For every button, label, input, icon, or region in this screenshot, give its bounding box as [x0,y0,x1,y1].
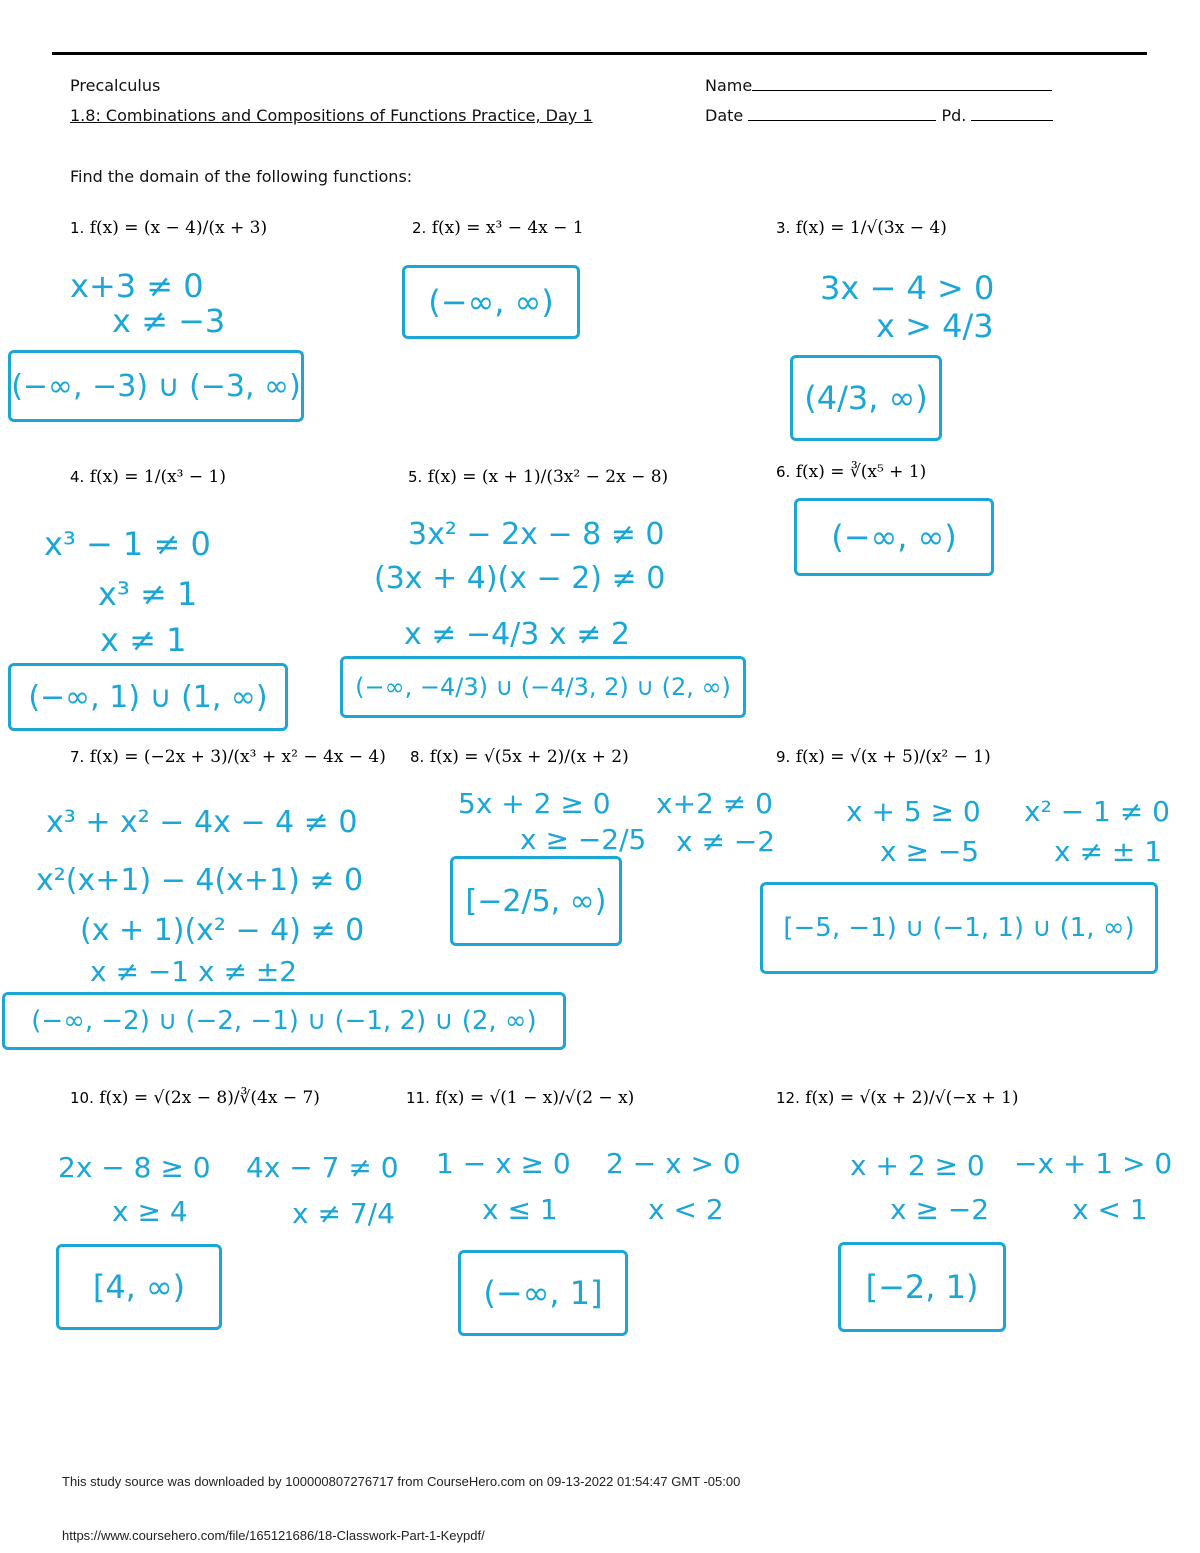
answer-box-6: (−∞, ∞) [794,498,994,576]
date-label: Date [705,106,744,125]
instructions: Find the domain of the following functions: [70,167,413,186]
answer-box-4: (−∞, 1) ∪ (1, ∞) [8,663,288,731]
top-rule [52,52,1147,55]
problem-10: 10. f(x) = √(2x − 8)/∛(4x − 7) [70,1088,320,1108]
work-11-line-1: 1 − x ≥ 0 [436,1147,571,1180]
work-4-line-2: x³ ≠ 1 [98,575,198,613]
work-9-line-3: x² − 1 ≠ 0 [1024,795,1170,828]
pd-label: Pd. [941,106,967,125]
work-11-line-3: 2 − x > 0 [606,1147,741,1180]
problem-5: 5. f(x) = (x + 1)/(3x² − 2x − 8) [408,467,669,487]
work-10-line-3: 4x − 7 ≠ 0 [246,1151,399,1184]
answer-box-11: (−∞, 1] [458,1250,628,1336]
course-title: Precalculus [70,76,161,95]
date-blank [748,106,936,121]
problem-3: 3. f(x) = 1/√(3x − 4) [776,218,947,238]
source-url[interactable]: https://www.coursehero.com/file/165121686/18-Classwork-Part-1-Keypdf/ [62,1528,485,1543]
work-8-line-2: x ≥ −2/5 [520,823,647,856]
work-7-line-2: x²(x+1) − 4(x+1) ≠ 0 [36,863,364,898]
work-4-line-1: x³ − 1 ≠ 0 [44,525,211,563]
work-5-line-2: (3x + 4)(x − 2) ≠ 0 [374,561,666,596]
work-12-line-2: x ≥ −2 [890,1193,990,1226]
problem-8: 8. f(x) = √(5x + 2)/(x + 2) [410,747,629,767]
problem-12: 12. f(x) = √(x + 2)/√(−x + 1) [776,1088,1019,1108]
problem-2: 2. f(x) = x³ − 4x − 1 [412,218,584,238]
lesson-title: 1.8: Combinations and Compositions of Functions Practice, Day 1 [70,106,593,125]
problem-6: 6. f(x) = ∛(x⁵ + 1) [776,462,927,482]
download-notice: This study source was downloaded by 100000807276717 from CourseHero.com on 09-13-2022 01:54:47 GMT -05:00 [62,1474,741,1489]
answer-box-7: (−∞, −2) ∪ (−2, −1) ∪ (−1, 2) ∪ (2, ∞) [2,992,566,1050]
work-1-line-2: x ≠ −3 [112,302,226,340]
work-5-line-3: x ≠ −4/3 x ≠ 2 [404,617,630,652]
answer-box-2: (−∞, ∞) [402,265,580,339]
pd-blank [971,106,1053,121]
name-label: Name [705,76,753,95]
work-5-line-1: 3x² − 2x − 8 ≠ 0 [408,517,665,552]
name-blank [752,76,1052,91]
answer-box-9: [−5, −1) ∪ (−1, 1) ∪ (1, ∞) [760,882,1158,974]
problem-9: 9. f(x) = √(x + 5)/(x² − 1) [776,747,991,767]
answer-box-3: (4/3, ∞) [790,355,942,441]
work-8-line-1: 5x + 2 ≥ 0 [458,787,611,820]
problem-7: 7. f(x) = (−2x + 3)/(x³ + x² − 4x − 4) [70,747,386,767]
work-7-line-4: x ≠ −1 x ≠ ±2 [90,955,298,988]
problem-1: 1. f(x) = (x − 4)/(x + 3) [70,218,268,238]
work-9-line-4: x ≠ ± 1 [1054,835,1163,868]
answer-box-10: [4, ∞) [56,1244,222,1330]
answer-box-12: [−2, 1) [838,1242,1006,1332]
work-12-line-4: x < 1 [1072,1193,1148,1226]
problem-4: 4. f(x) = 1/(x³ − 1) [70,467,226,487]
work-10-line-2: x ≥ 4 [112,1195,188,1228]
work-4-line-3: x ≠ 1 [100,621,187,659]
work-3-line-1: 3x − 4 > 0 [820,269,995,307]
work-12-line-3: −x + 1 > 0 [1014,1147,1173,1180]
work-10-line-1: 2x − 8 ≥ 0 [58,1151,211,1184]
date-pd-field [705,106,1053,125]
work-11-line-4: x < 2 [648,1193,724,1226]
work-8-line-4: x ≠ −2 [676,825,776,858]
work-11-line-2: x ≤ 1 [482,1193,558,1226]
work-10-line-4: x ≠ 7/4 [292,1197,395,1230]
work-7-line-1: x³ + x² − 4x − 4 ≠ 0 [46,805,358,840]
problem-11: 11. f(x) = √(1 − x)/√(2 − x) [406,1088,635,1108]
work-3-line-2: x > 4/3 [876,307,994,345]
answer-box-5: (−∞, −4/3) ∪ (−4/3, 2) ∪ (2, ∞) [340,656,746,718]
work-1-line-1: x+3 ≠ 0 [70,267,204,305]
answer-box-1: (−∞, −3) ∪ (−3, ∞) [8,350,304,422]
work-7-line-3: (x + 1)(x² − 4) ≠ 0 [80,913,365,948]
name-field [705,76,1052,95]
answer-box-8: [−2/5, ∞) [450,856,622,946]
work-9-line-2: x ≥ −5 [880,835,980,868]
work-12-line-1: x + 2 ≥ 0 [850,1149,985,1182]
work-8-line-3: x+2 ≠ 0 [656,787,773,820]
work-9-line-1: x + 5 ≥ 0 [846,795,981,828]
